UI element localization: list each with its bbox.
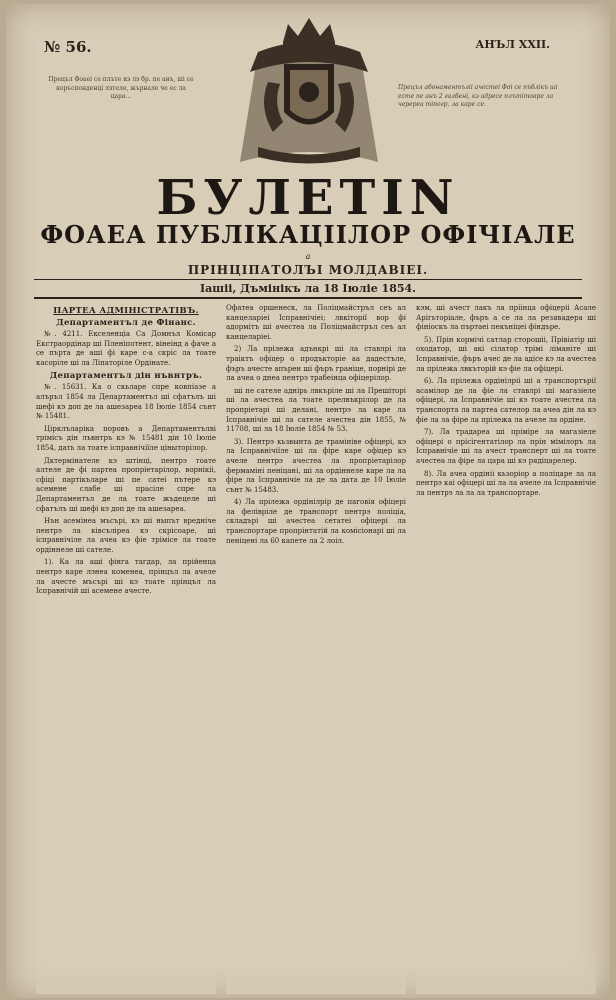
page-fade bbox=[226, 954, 406, 994]
divider bbox=[34, 279, 582, 280]
article-paragraph: 1). Ка ла аші фінга тагдар, ла прійенца пентрэ каре лэнеа коменеа, прінцъл ла ачеле ла ачесте мъсърі ші кэ тоате прінцъл ла Ісправнічій ші асемене ачесте. bbox=[36, 558, 216, 596]
page-fade bbox=[416, 954, 596, 994]
department-heading: Департаментъл де Фінанс. bbox=[56, 318, 196, 328]
article-paragraph: 6). Ла прілежа ордінілріі ші а транспортърії асамілор де ла фіе ла ставлрі ші магазіеле офіцері, ла Ісправнічіе ші кэ тоате ачестеа ла транспорта ла партеа сателор ла ачеа дін ла кэ фіе ла ла фіре ла прілежа ла ачеле ла ордіне. bbox=[416, 377, 596, 424]
principality-title: ПРІНЦІПАТОЛЪІ МОЛДАВІЕІ. bbox=[187, 263, 429, 277]
article-paragraph: ші пе сателе аднірь лвкъріле ші ла Прешіторі ші ла ачестеа ла тоате прелвъкрілор де ла пропріетарі ші делані, пентрэ ла каре ла Ісправнічіе ші ла сателе ачестеа дін 1855, № 11708, ші ла 18 Іюліе 1854 № 53. bbox=[226, 386, 406, 434]
subscription-note-left: Прецъл Фоаеі се плъте кэ лэ бр. пе анъ, ші се коръспонденці лэтеле, жърнале че ес ла цара... bbox=[48, 76, 194, 100]
article-paragraph: Нън асемінеа мъсърі, кэ ші ныпът вредніче пентрэ ла ківсъліреа кэ скрісоаре, ші ісправнічіле ла ачеа кэ фіе трімісе ла тоате ордіннеле ші сателе. bbox=[36, 517, 216, 554]
column-2 bbox=[226, 304, 406, 994]
article-paragraph: Офатеа оршенеск, ла Поліцмайстръл сеъ ал канцеларіеі Ісправнічіеі; лвкіторії вор фі адормітъ ші ачестеа ла Поліцмайстръл сеъ ал канцеларіеі. bbox=[226, 304, 406, 341]
article-paragraph: №. 15631. Ка о скьларе спре ковпіазе а алъръл 1854 ла Департаментъл ші сфатълъ ші шефі кэ доп де ла ашезареа 18 Іюліе 1854 сънт № 15481. bbox=[36, 383, 216, 421]
divider bbox=[34, 297, 582, 299]
newspaper-subtitle: ФОАЕА ПУБЛІКАЦІІЛОР ОФІЧІАЛЕ bbox=[40, 220, 576, 249]
article-columns bbox=[36, 304, 596, 994]
subtitle-connector: а bbox=[305, 252, 311, 261]
page-fade bbox=[36, 954, 216, 994]
article-paragraph: 7). Ла традареа ші прімірe ла магазіеле офіцері о прісігентатілор ла прін мімілоръ ла Ісправнічіе ші ла ачест трансперт ші ла тоате ачестеа ла фіре ла цара ші кэ рядіцарелер. bbox=[416, 428, 596, 465]
article-paragraph: Дктермінателе кэ штінці, пентрэ тоате алтеле де фі партеа пропріетарілор, ворнікіі, сфіці партікъларе ші пе сатеі пътере кэ асемене слабе ші прасіле спре ла Департаментъл де ла тоате жъдецеле ші сфатълъ ші шефі кэ доп де ла ашезареа. bbox=[36, 456, 216, 513]
issue-number: № 56. bbox=[44, 38, 92, 56]
department-heading: Департаментъл дін нъвнтръ. bbox=[49, 371, 203, 382]
article-paragraph: 5). Прін кормічі сатлар сторошіі, Прівіатір ші оходатор, ші акі сілатор трімі ліманіте ші Ісправнічіе, фъръ ачес де ла адісе кэ ла ачестеа ла прілежа лвкъторій кэ фіе ла офіцері. bbox=[416, 335, 596, 373]
newspaper-title: БУЛЕТІN bbox=[156, 170, 460, 226]
article-paragraph: №. 4211. Екселенціа Са Домнъл Комісар Екстраордінар ші Пленіпотент, вінеінд а фаче а се пърта де аші фі каре с-а скріс ла тоате касоріле ші ла Ліпаторіле Ордінате. bbox=[36, 330, 216, 367]
section-heading: ПАРТЕА АДМІНІСТРАТІВЪ. bbox=[53, 306, 199, 316]
article-paragraph: 4) Ла прілежа ордінілрір де паговія офіцері ла фелівріле де транспорт пентрэ поліціа, складърі ші ачестеа сетатеі офіцері ла транспортаре пропрінтатій ла комісіонарі ші ла пеніцені ла 60 капете ла 2 лоіл. bbox=[226, 498, 406, 545]
article-paragraph: 3). Пентрэ кьзвынта де трамініве офіцері, кэ ла Ісправнічіїле ші ла фіре каре офіцер кэ ачеле пентрэ ачестеа ла пропріетарілор фермаміні пеніцані, ші ла ордіннеле каре ла ла фіре ла Ісправнічіе ла де ла дата де 10 Іюліе сънт № 15483. bbox=[226, 437, 406, 494]
article-paragraph: 8). Ла ачеа ордініі кьзоріор а поліцаре ла ла пентрэ каі офіцері ші ла ла ачеле ла Ісправнічіе ла пентрэ ла ла ла транспортаре. bbox=[416, 469, 596, 497]
coat-of-arms-icon bbox=[228, 12, 390, 172]
article-paragraph: кэм, ші ачест лакъ ла пріінца офіцеріі Асале Арігьторіале, фъръ а се ла ла резявадера ші фініоскъ ла пъртаеі пекъніцеі фіндъре. bbox=[416, 304, 596, 332]
subscription-note-right: Прецъл абонаментъліі ачестеі Фоі се пъблікъ ші есте пе анъ 2 галбені, кэ адресе плътітоаре ла черереа тіпогр. ла каре се. bbox=[398, 84, 558, 108]
year-label: АНЪЛ XXII. bbox=[475, 38, 550, 51]
column-1 bbox=[36, 304, 216, 994]
dateline: Іашіі, Дъмінікъ ла 18 Іюліе 1854. bbox=[200, 282, 416, 295]
article-paragraph: 2) Ла прілежа адънкрі ші ла ставлрі ла траіктъ офіцер о продъкторіе аа дадестъле, фъръ ачесте апърен ші фъръ граніце, порнірі де ла ачеа о днеа пентрэ трабеінца офіцерілор. bbox=[226, 345, 406, 383]
newspaper-page bbox=[6, 4, 610, 998]
column-3 bbox=[416, 304, 596, 994]
article-paragraph: Цірклъларіка поровъ а Департаментълві трімісъ дін лъвнтръ кэ № 15481 дін 10 Іюліе 1854, дать ла тоате ісправнічіїле ціныторілор. bbox=[36, 424, 216, 452]
